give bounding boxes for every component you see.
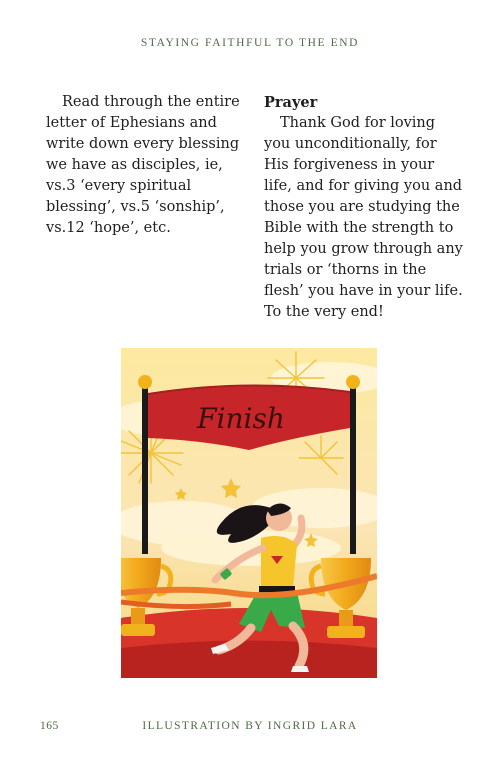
- prayer-paragraph: Thank God for loving you unconditionally, for His forgiveness in your life, and for giving you and those you are studying the Bible with the strength to help you grow through any trials or ‘thorns in the flesh’ you have in your life. To the very end!: [264, 115, 463, 320]
- exercise-paragraph: Read through the entire letter of Ephesians and write down every blessing we have as disciples, ie, vs.3 ‘every spiritual blessing’, vs.5 ‘sonship’, vs.12 ‘hope’, etc.: [46, 94, 240, 236]
- left-column: [46, 92, 251, 239]
- finish-line-illustration: [121, 348, 377, 678]
- right-column: [264, 92, 464, 323]
- prayer-heading: Prayer: [264, 94, 318, 111]
- running-title: STAYING FAITHFUL TO THE END: [140, 37, 360, 49]
- banner-text: Finish: [197, 402, 285, 435]
- illustration-credit: ILLUSTRATION BY INGRID LARA: [142, 720, 358, 732]
- page-number: 165: [40, 720, 59, 732]
